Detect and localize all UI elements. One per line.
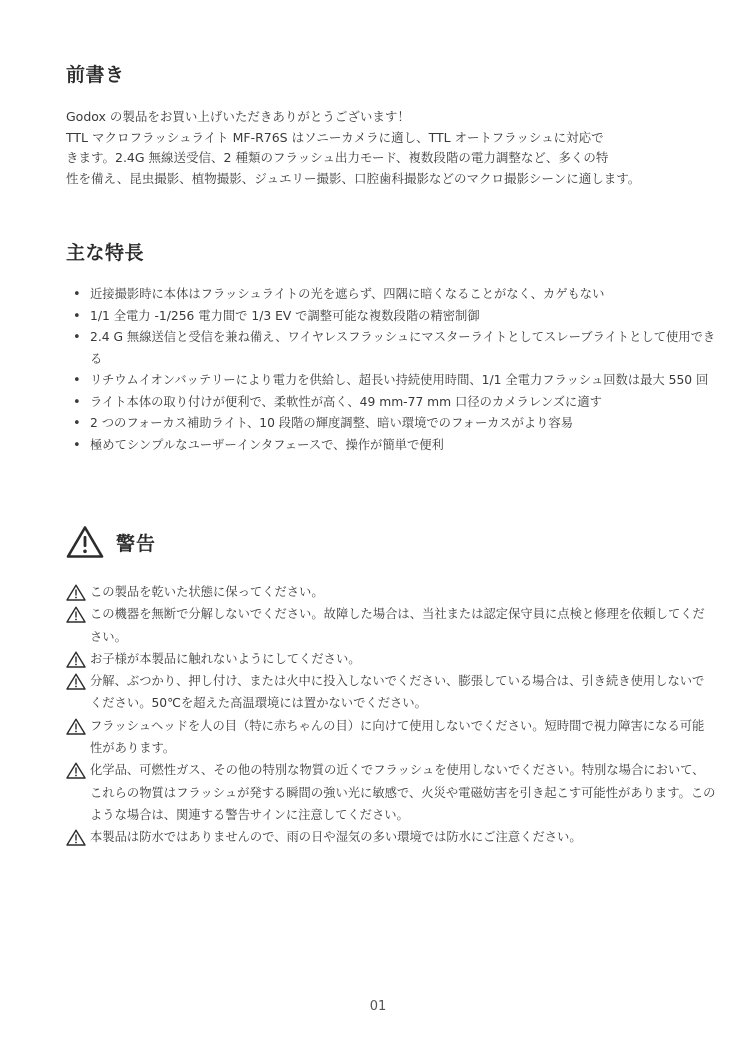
warning-item <box>66 648 716 670</box>
feature-item <box>66 284 716 306</box>
warning-text: 本製品は防水ではありませんので、雨の日や湿気の多い環境では防水にご注意ください。 <box>90 830 582 845</box>
intro-line: 性を備え、昆虫撮影、植物撮影、ジュエリー撮影、口腔歯科撮影などのマクロ撮影シーンに適します。 <box>66 170 641 186</box>
intro-line: きます。2.4G 無線送受信、2 種類のフラッシュ出力モード、複数段階の電力調整など、多くの特 <box>66 150 609 165</box>
warning-text: お子様が本製品に触れないようにしてください。 <box>90 651 361 666</box>
warning-text: この製品を乾いた状態に保ってください。 <box>90 585 324 599</box>
warning-triangle-icon <box>66 584 86 601</box>
warning-text: フラッシュヘッドを人の目（特に赤ちゃんの目）に向けて使用しないでください。短時間で視力障害になる可能性があります。 <box>90 718 705 756</box>
feature-text: ライト本体の取り付けが便利で、柔軟性が高く、49 mm-77 mm 口径のカメラレンズに適す <box>90 394 602 409</box>
bullet-icon: • <box>73 416 81 431</box>
bullet-icon: • <box>73 437 81 453</box>
bullet-icon: • <box>73 308 81 324</box>
warning-triangle-icon <box>66 718 86 735</box>
warning-item <box>66 581 716 603</box>
warning-triangle-icon <box>66 762 86 779</box>
feature-text: 近接撮影時に本体はフラッシュライトの光を遮らず、四隅に暗くなることがなく、カゲもない <box>90 287 605 301</box>
intro-line: TTL マクロフラッシュライト MF-R76S はソニーカメラに適し、TTL オートフラッシュに対応で <box>66 129 604 145</box>
warning-text: 化学品、可燃性ガス、その他の特別な物質の近くでフラッシュを使用しないでください。特別な場合において、これらの物質はフラッシュが発する瞬間の強い光に敏感で、火災や電磁妨害を引き起こす可能性があります。このような場合は、関連する警告サインに注意してください。 <box>90 763 716 822</box>
features-heading: 主な特長 <box>66 242 145 264</box>
warning-item <box>66 826 716 848</box>
feature-text: 1/1 全電力 -1/256 電力間で 1/3 EV で調整可能な複数段階の精密制御 <box>90 308 480 323</box>
bullet-icon: • <box>73 330 81 345</box>
bullet-icon: • <box>73 373 81 388</box>
bullet-icon: • <box>73 287 81 302</box>
feature-item <box>66 413 716 435</box>
warning-triangle-icon <box>66 829 86 846</box>
warning-triangle-icon <box>66 606 86 623</box>
warning-item <box>66 759 716 826</box>
warning-text: 分解、ぶつかり、押し付け、または火中に投入しないでください、膨張している場合は、引き続き使用しないでください。50℃を超えた高温環境には置かないでください。 <box>90 674 705 711</box>
warning-triangle-icon <box>66 673 86 690</box>
warning-item <box>66 715 716 760</box>
warning-item <box>66 670 716 715</box>
feature-text: 2 つのフォーカス補助ライト、10 段階の輝度調整、暗い環境でのフォーカスがより容易 <box>90 416 574 430</box>
bullet-icon: • <box>73 394 81 410</box>
feature-item <box>66 370 716 392</box>
intro-paragraph <box>66 107 716 189</box>
intro-heading: 前書き <box>66 64 125 86</box>
feature-item <box>66 392 716 414</box>
warning-text: この機器を無断で分解しないでください。故障した場合は、当社または認定保守員に点検と修理を依頼してください。 <box>90 607 705 644</box>
warning-heading-label: 警告 <box>116 532 157 555</box>
feature-item <box>66 306 716 328</box>
warning-triangle-icon <box>66 651 86 668</box>
warning-heading <box>66 524 156 560</box>
feature-text: 極めてシンプルなユーザーインタフェースで、操作が簡単で便利 <box>90 437 444 452</box>
feature-text: 2.4 G 無線送信と受信を兼ね備え、ワイヤレスフラッシュにマスターライトとしてスレーブライトとして使用できる <box>90 330 716 366</box>
features-list <box>66 284 716 456</box>
feature-text: リチウムイオンバッテリーにより電力を供給し、超長い持続使用時間、1/1 全電力フラッシュ回数は最大 550 回 <box>90 373 709 387</box>
intro-line: Godox の製品をお買い上げいただきありがとうございます！ <box>66 109 410 124</box>
page-number: 01 <box>369 999 387 1014</box>
warning-item <box>66 603 716 648</box>
warnings-list <box>66 581 716 849</box>
warning-triangle-icon <box>66 525 104 559</box>
feature-item <box>66 435 716 457</box>
feature-item <box>66 327 716 370</box>
